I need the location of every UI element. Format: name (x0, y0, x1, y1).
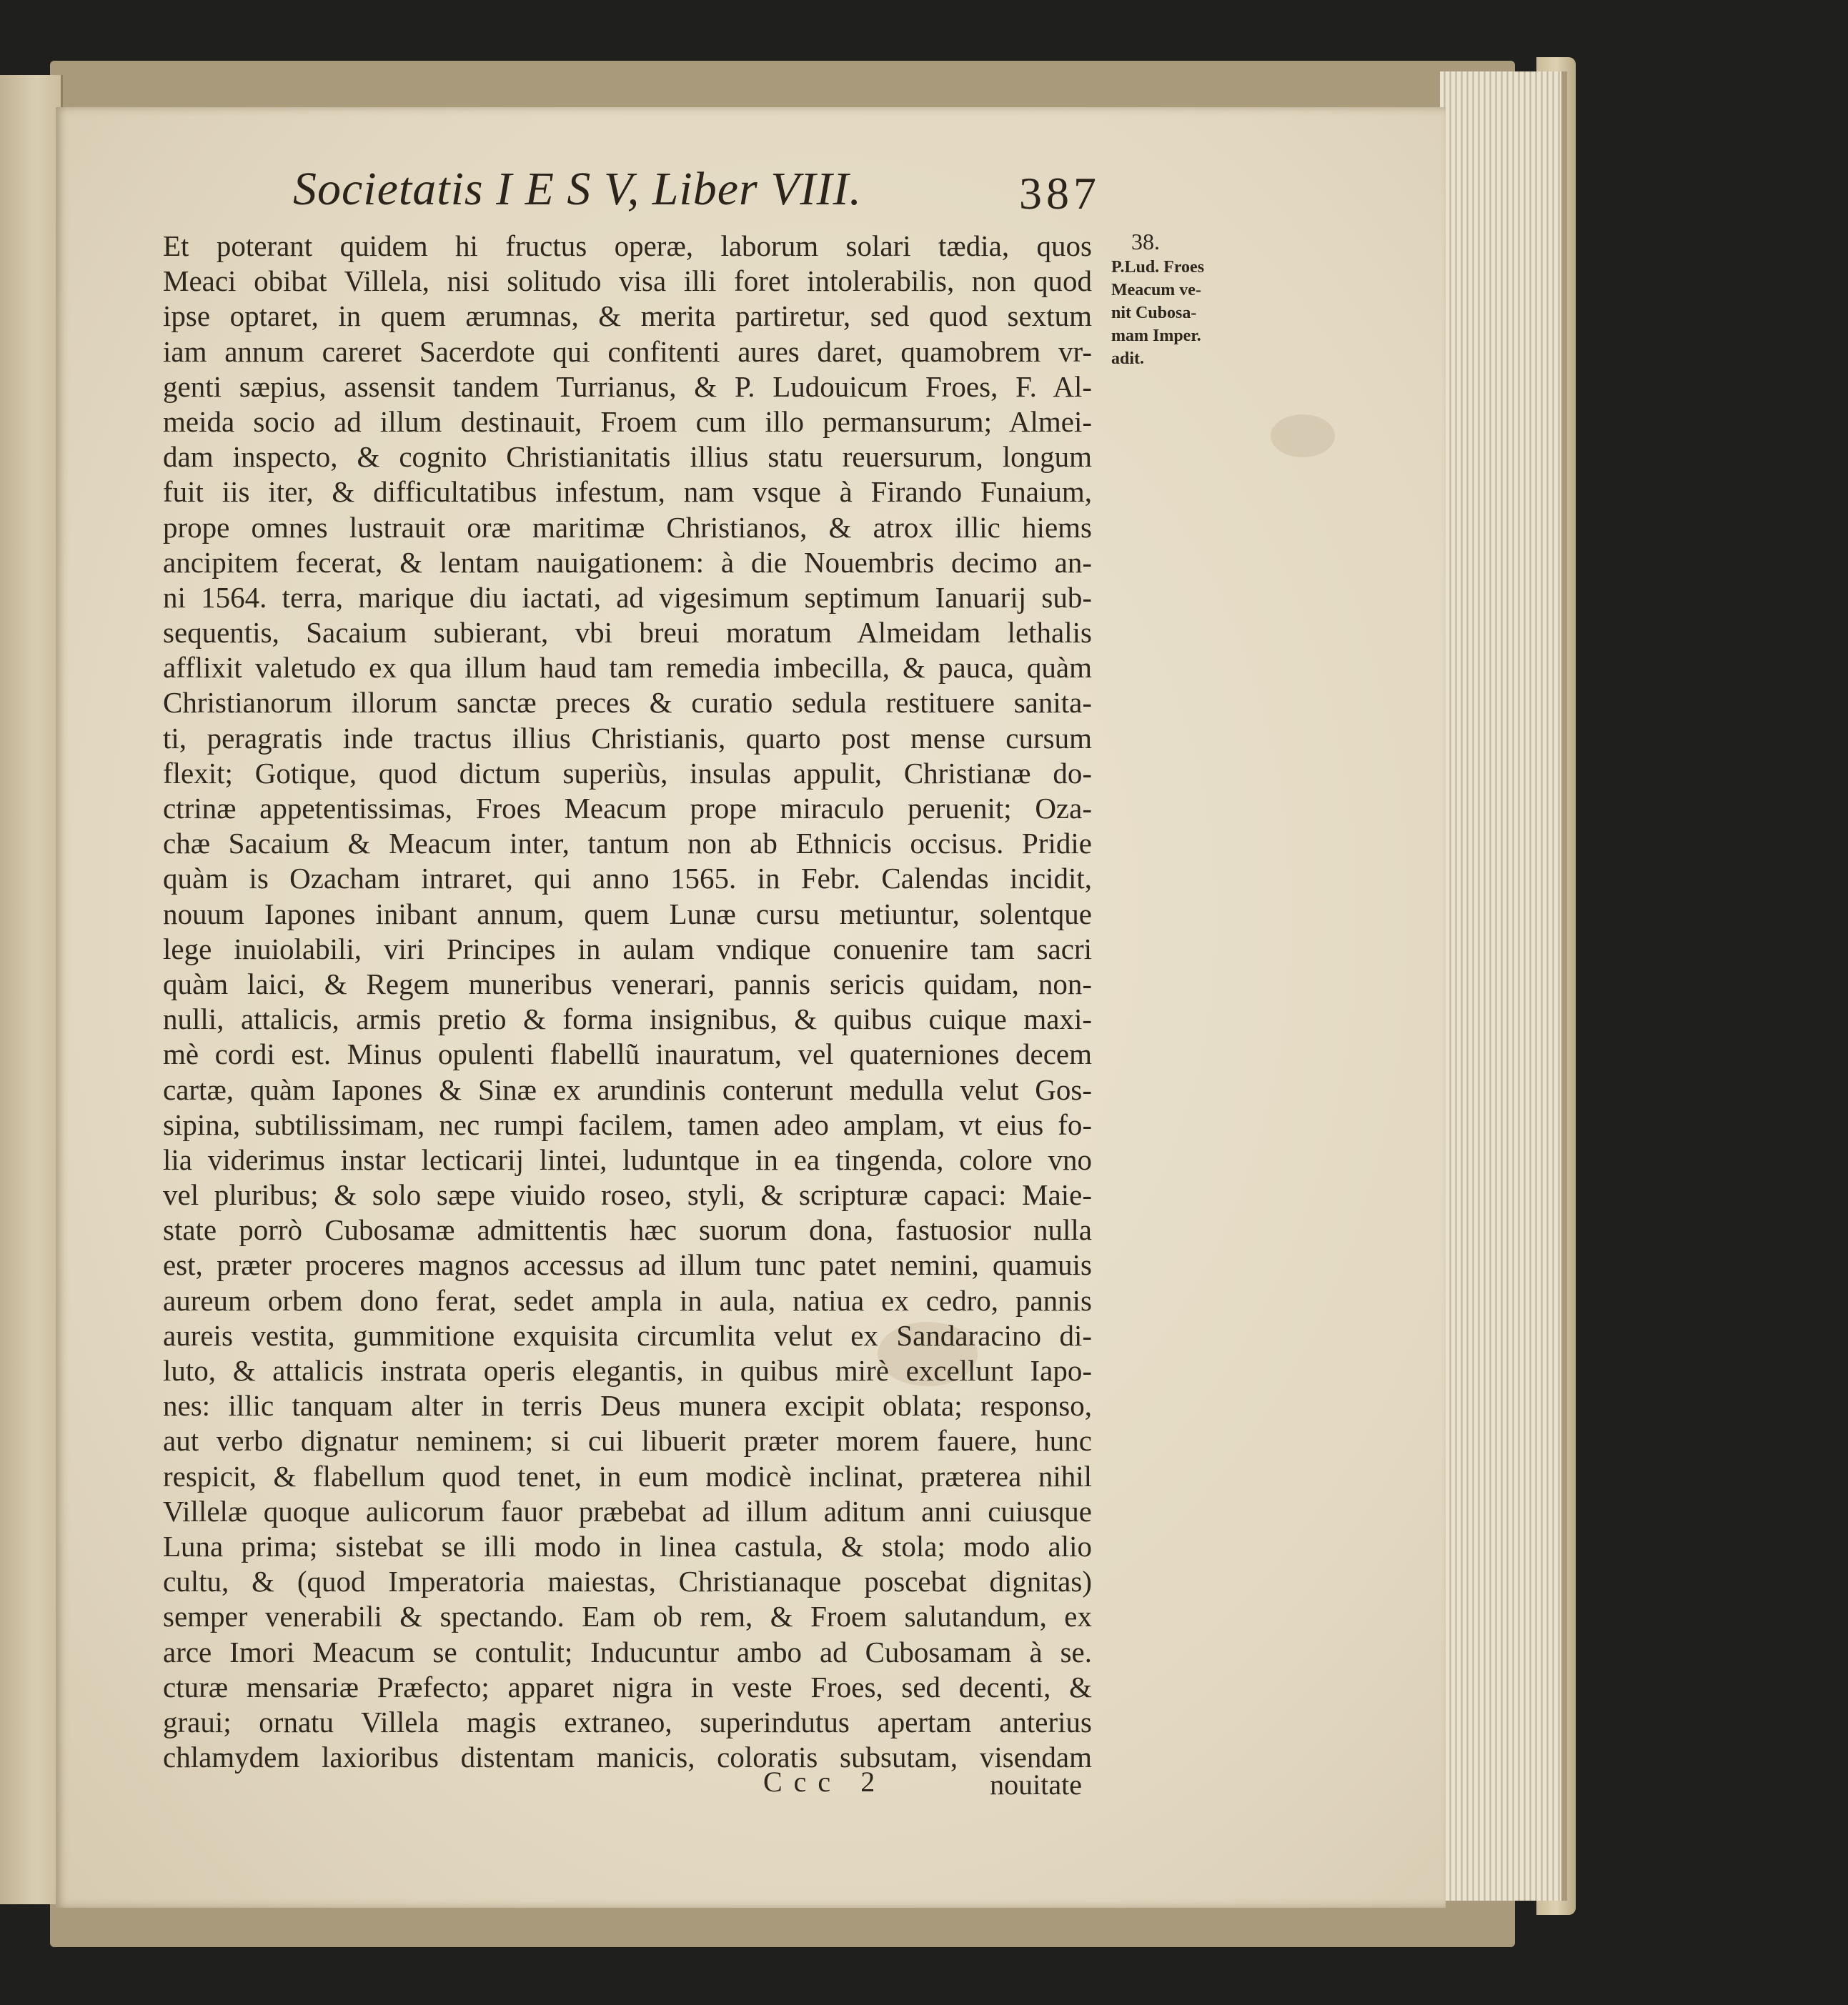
text-line: flexit; Gotique, quod dictum superiùs, insulas appulit, Christianæ do- (163, 756, 1092, 790)
signature-mark: Ccc 2 (763, 1766, 887, 1798)
text-line: ti, peragratis inde tractus illius Christianis, quarto post mense cursum (163, 721, 1092, 755)
margin-note (1111, 227, 1240, 370)
margin-note-line: P.Lud. Froes (1111, 258, 1205, 277)
text-line: nes: illic tanquam alter in terris Deus munera excipit oblata; responso, (163, 1389, 1092, 1423)
facing-page-edge (0, 75, 63, 1904)
text-line: Meaci obibat Villela, nisi solitudo visa illi foret intolerabilis, non quod (163, 264, 1092, 298)
text-line: nouum Iapones inibant annum, quem Lunæ cursu metiuntur, solentque (163, 897, 1092, 930)
text-line: nulli, attalicis, armis pretio & forma insignibus, & quibus cuique maxi- (163, 1002, 1092, 1036)
text-line: ancipitem fecerat, & lentam nauigationem: à die Nouembris decimo an- (163, 545, 1092, 579)
page-footer (163, 1765, 1092, 1808)
text-line: chlamydem laxioribus distentam manicis, coloratis subsutam, visendam (163, 1741, 1092, 1774)
text-line: quàm laici, & Regem muneribus venerari, pannis sericis quidam, non- (163, 967, 1092, 1000)
text-line: est, præter proceres magnos accessus ad illum tunc patet nemini, quamuis (163, 1248, 1092, 1282)
page-number: 387 (1019, 168, 1101, 219)
text-line: sequentis, Sacaium subierant, vbi breui moratum Almeidam lethalis (163, 616, 1092, 650)
text-line: Villelæ quoque aulicorum fauor præbebat ad illum aditum anni cuiusque (163, 1494, 1092, 1528)
text-line: sipina, subtilissimam, nec rumpi facilem, tamen adeo amplam, vt eius fo- (163, 1108, 1092, 1141)
text-line: cturæ mensariæ Præfecto; apparet nigra in veste Froes, sed decenti, & (163, 1670, 1092, 1703)
text-line: ipse optaret, in quem ærumnas, & merita partiretur, sed quod sextum (163, 299, 1092, 333)
running-header (293, 157, 1101, 225)
text-line: iam annum careret Sacerdote qui confitenti aures daret, quamobrem vr- (163, 334, 1092, 368)
page-fore-edge (1440, 71, 1567, 1901)
text-line: arce Imori Meacum se contulit; Inducuntur ambo ad Cubosamam à se. (163, 1635, 1092, 1668)
text-line: cartæ, quàm Iapones & Sinæ ex arundinis conterunt medulla velut Gos- (163, 1073, 1092, 1106)
margin-note-line: nit Cubosa- (1111, 304, 1197, 322)
text-line: aut verbo dignatur neminem; si cui libuerit præter morem fauere, hunc (163, 1424, 1092, 1458)
text-line: genti sæpius, assensit tandem Turrianus, & P. Ludouicum Froes, F. Al- (163, 369, 1092, 403)
text-line: Et poterant quidem hi fructus operæ, laborum solari tædia, quos (163, 229, 1092, 262)
margin-note-line: mam Imper. (1111, 327, 1201, 345)
text-line: state porrò Cubosamæ admittentis hæc suorum dona, fastuosior nulla (163, 1213, 1092, 1247)
text-line: ni 1564. terra, marique diu iactati, ad vigesimum septimum Ianuarij sub- (163, 580, 1092, 614)
running-title: Societatis I E S V, Liber VIII. (293, 163, 862, 215)
text-line: lege inuiolabili, viri Principes in aulam vndique conuenire tam sacri (163, 932, 1092, 965)
text-line: luto, & attalicis instrata operis elegantis, in quibus mirè excellunt Iapo- (163, 1354, 1092, 1387)
text-line: semper venerabili & spectando. Eam ob rem, & Froem salutandum, ex (163, 1600, 1092, 1633)
text-line: fuit iis iter, & difficultatibus infestum, nam vsque à Firando Funaium, (163, 475, 1092, 509)
text-line: Christianorum illorum sanctæ preces & curatio sedula restituere sanita- (163, 686, 1092, 720)
main-text-block (163, 229, 1092, 1775)
text-line: aureis vestita, gummitione exquisita circumlita velut ex Sandaracino di- (163, 1318, 1092, 1352)
text-line: graui; ornatu Villela magis extraneo, superindutus apertam anterius (163, 1705, 1092, 1738)
text-line: ctrinæ appetentissimas, Froes Meacum prope miraculo peruenit; Oza- (163, 792, 1092, 825)
text-line: dam inspecto, & cognito Christianitatis illius statu reuersurum, longum (163, 440, 1092, 474)
text-line: quàm is Ozacham intraret, qui anno 1565. in Febr. Calendas incidit, (163, 862, 1092, 895)
text-line: meida socio ad illum destinauit, Froem cum illo permansurum; Almei- (163, 404, 1092, 438)
text-line: lia viderimus instar lecticarij lintei, luduntque in ea tingenda, colore vno (163, 1143, 1092, 1176)
text-line: mè cordi est. Minus opulenti flabellũ inauratum, vel quaterniones decem (163, 1038, 1092, 1071)
text-line: aureum orbem dono ferat, sedet ampla in aula, natiua ex cedro, pannis (163, 1283, 1092, 1317)
text-line: cultu, & (quod Imperatoria maiestas, Christianaque poscebat dignitas) (163, 1565, 1092, 1598)
margin-note-line: Meacum ve- (1111, 281, 1201, 299)
margin-note-line: adit. (1111, 349, 1145, 368)
catchword: nouitate (990, 1768, 1082, 1801)
paper-stain (1271, 414, 1335, 457)
text-line: afflixit valetudo ex qua illum haud tam remedia imbecilla, & pauca, quàm (163, 651, 1092, 685)
text-line: vel pluribus; & solo sæpe viuido roseo, styli, & scripturæ capaci: Maie- (163, 1178, 1092, 1212)
text-line: respicit, & flabellum quod tenet, in eum modicè inclinat, præterea nihil (163, 1459, 1092, 1493)
margin-note-number: 38. (1131, 229, 1160, 254)
text-line: prope omnes lustrauit oræ maritimæ Christianos, & atrox illic hiems (163, 510, 1092, 544)
text-line: chæ Sacaium & Meacum inter, tantum non ab Ethnicis occisus. Pridie (163, 827, 1092, 860)
text-line: Luna prima; sistebat se illi modo in linea castula, & stola; modo alio (163, 1529, 1092, 1563)
